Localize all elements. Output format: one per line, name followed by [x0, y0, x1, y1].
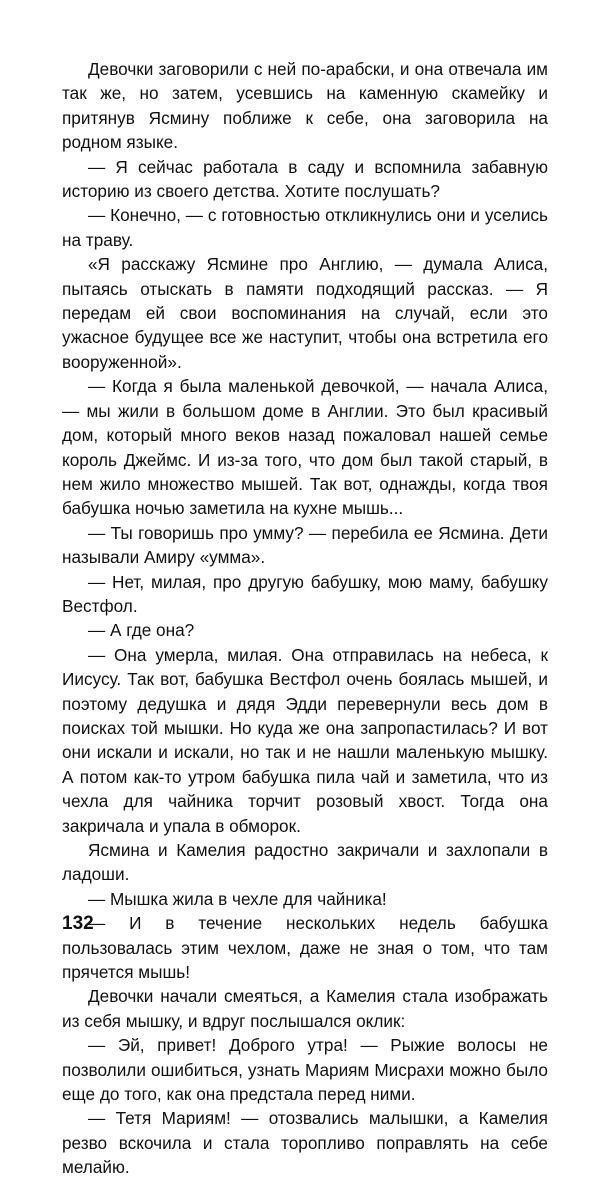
paragraph-1: Девочки заговорили с ней по-арабски, и она отвечала им так же, но затем, усевшись на каменную скамейку и притянув Ясмину поближе к себе, она заговорила на родном языке. [62, 59, 548, 153]
paragraph-8: — А где она? [88, 620, 195, 641]
paragraph-10: Ясмина и Камелия радостно закричали и захлопали в ладоши. [62, 840, 548, 885]
paragraph-11: — Мышка жила в чехле для чайника! [88, 888, 387, 909]
paragraph-5: — Когда я была маленькой девочкой, — начала Алиса, — мы жили в большом доме в Англии. Это был красивый дом, который много веков назад пожаловал нашей семье король Джеймс. И из-за того, что дом был такой старый, в нем жило множество мышей. Так вот, однажды, когда твоя бабушка ночью заметила на кухне мышь... [62, 376, 548, 519]
page-number: 132 [62, 913, 94, 934]
paragraph-4: «Я расскажу Ясмине про Англию, — думала Алиса, пытаясь отыскать в памяти подходящий рассказ. — Я передам ей свои воспоминания на случай, если это ужасное будущее все же наступит, чтобы она встретила его вооруженной». [62, 254, 548, 372]
paragraph-12: — И в течение нескольких недель бабушка пользовалась этим чехлом, даже не зная о том, что там прячется мышь! [62, 913, 548, 983]
paragraph-9: — Она умерла, милая. Она отправилась на небеса, к Иисусу. Так вот, бабушка Вестфол очень боялась мышей, и поэтому дедушка и дядя Эдди перевернули весь дом в поисках той мышки. Но куда же она запропастилась? И вот они искали и искали, но так и не нашли маленькую мышку. А потом как-то утром бабушка пила чай и заметила, что из чехла для чайника торчит розовый хвост. Тогда она закричала и упала в обморок. [62, 644, 548, 836]
paragraph-14: — Эй, привет! Доброго утра! — Рыжие волосы не позволили ошибиться, узнать Мариям Мисрахи можно было еще до того, как она предстала перед ними. [62, 1035, 548, 1105]
body-text [62, 57, 548, 1180]
paragraph-3: — Конечно, — с готовностью откликнулись они и уселись на траву. [62, 205, 548, 250]
paragraph-15: — Тетя Мариям! — отозвались малышки, а Камелия резво вскочила и стала торопливо поправлять на себе мелайю. [62, 1108, 548, 1178]
paragraph-7: — Нет, милая, про другую бабушку, мою маму, бабушку Вестфол. [62, 571, 548, 616]
paragraph-2: — Я сейчас работала в саду и вспомнила забавную историю из своего детства. Хотите послушать? [62, 156, 548, 202]
paragraph-6: — Ты говоришь про умму? — перебила ее Ясмина. Дети называли Амиру «умма». [62, 522, 548, 568]
paragraph-13: Девочки начали смеяться, а Камелия стала изображать из себя мышку, и вдруг послышался оклик: [62, 986, 548, 1031]
